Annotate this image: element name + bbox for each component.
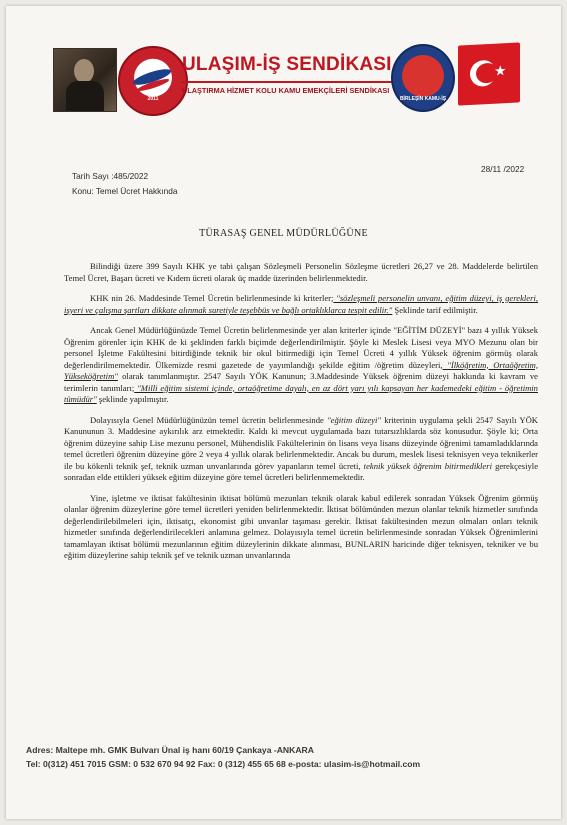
org-subtitle: ULAŞTIRMA HİZMET KOLU KAMU EMEKÇİLERİ SENDİKASI [182, 81, 396, 95]
footer-contact: Tel: 0(312) 451 7015 GSM: 0 532 670 94 92 Fax: 0 (312) 455 65 68 e-posta: ulasim-is@hotmail.com [26, 759, 421, 769]
letterhead [6, 40, 561, 122]
paragraph-1: Bilindiği üzere 399 Sayılı KHK ye tabi çalışan Sözleşmeli Personelin Sözleşme ücretleri 26,27 ve 28. Maddelerde belirtilen Temel Ücret, Başarı ücreti ve Kıdem ücreti olarak üç madde üzerinden belirlenmektedir. [64, 261, 538, 283]
document-page [6, 6, 561, 819]
recipient-heading: TÜRASAŞ GENEL MÜDÜRLÜĞÜNE [199, 228, 368, 239]
paragraph-3: Ancak Genel Müdürlüğünüzde Temel Ücretin belirlenmesinde yer alan kriterler içinde "EĞİTİM DÜZEYİ" bazı 4 yıllık Yüksek Öğrenim görenler için KHK de ki şeklinden farklı biçimde değerlendirilmiştir. Şöyle ki Meslek Lisesi veya MYO Mezunu olan bir personel İşletme Fakültesini bitirdiğinde teknik bir okul bitirmediği için Temel Ücreti 4 yıllık Yüksek öğrenim görmüş olarak değerlendirilmemektedir. Ülkemizde resmi gazetede de yayımlandığı şekilde eğitim /öğretim düzeyleri, "İlköğretim, Ortaöğretim, Yükseköğretim" olarak tanımlanmıştır. 2547 Sayılı YÖK Kanunun; 3.Maddesinde Yüksek öğrenim düzeyi hakkında ki kavram ve terimlerin tanımları; "Milli eğitim sistemi içinde, ortaöğretime dayalı, en az dört yarı yılı kapsayan her kademedeki eğitim - öğretimin tümüdür" şeklinde yapılmıştır. [64, 325, 538, 404]
paragraph-2: KHK nin 26. Maddesinde Temel Ücretin belirlenmesinde ki kriterler; "sözleşmeli personelin unvanı, eğitim düzeyi, iş gerekleri, işyeri ve çalışma şartları dikkate alınmak suretiyle teşebbüs ve bağlı ortaklıklarca tespit edilir." Şeklinde tarif edilmiştir. [64, 293, 538, 315]
quoted-text: "eğitim düzeyi" [323, 414, 381, 425]
quoted-text: "Milli eğitim sistemi içinde, ortaöğretime dayalı, en az dört yarı yılı kapsayan her kademedeki eğitim - öğretimin tümüdür" [64, 382, 538, 404]
letter-body [64, 261, 538, 571]
subject-line: Konu: Temel Ücret Hakkında [72, 186, 178, 196]
confederation-logo [391, 44, 455, 112]
org-name: ULAŞIM-İŞ SENDİKASI [182, 54, 392, 75]
quoted-text: "İlköğretim, Ortaöğretim, Yükseköğretim" [64, 359, 538, 381]
footer-address: Adres: Maltepe mh. GMK Bulvarı Ünal iş hanı 60/19 Çankaya -ANKARA [26, 745, 314, 755]
turkish-flag-icon: ★ [458, 42, 520, 105]
quoted-text: "sözleşmeli personelin unvanı, eğitim düzeyi, iş gerekleri, işyeri ve çalışma şartları dikkate alınmak suretiyle teşebbüs ve bağlı ortaklıklarca tespit edilir." [64, 293, 538, 315]
paragraph-5: Yine, işletme ve iktisat fakültesinin iktisat bölümü mezunları teknik olarak kabul edilerek sonradan Yüksek Öğrenim görmüş olanlar öğrenim düzeylerine göre temel ücretleri yeniden belirlenmektedir. İktisat bölümünden mezun olanlar teknik hizmetler sınıfında değerlendirilebilmeleri için, iktisatçı, ekonomist gibi unvanlar taşıması gerekir. İktisat fakültesinden mezun olmaları onları teknik hizmetler sınıfında değerlendirilecekleri anlamına gelmez. Dolayısıyla temel ücretin belirlenmesinde sonradan Yüksek Öğrenimlerini tamamlayan iktisat bölümü mezunlarının eğitim düzeylerinin dikkate alınması, BUNLARIN haricinde diğer teknisyen, tekniker ve bu eğitim düzeylerine sahip teknik şef ve teknik uzman unvanlarında [64, 492, 538, 560]
union-logo [118, 46, 188, 116]
letter-footer [26, 743, 546, 771]
letter-date: 28/11 /2022 [481, 164, 525, 174]
union-logo-year: 2011 [147, 96, 159, 102]
reference-number: Tarih Sayı :485/2022 [72, 171, 149, 181]
portrait-photo [53, 48, 117, 112]
confederation-logo-text: BİRLEŞİN KAMU-İŞ [399, 96, 447, 102]
paragraph-4: Dolayısıyla Genel Müdürlüğünüzün temel ücretin belirlenmesinde "eğitim düzeyi" kriterinin uygulama şekli 2547 Sayılı YÖK Kanununun 3. Maddesine aykırılık arz etmektedir. Kaldı ki mevcut uygulamada bazı tutarsızlıklarda söz konusudur. Şöyle ki; Orta öğrenim düzeyine sahip Lise mezunu personel, Mühendislik Fakültelerinin ön lisans veya lisans düzeyinde öğrenimi tamamladıklarında temel ücretleri öğrenim düzeyine göre 2 veya 4 yıllık olarak belirlenmektedir. Ancak bu durum, meslek lisesi teknisyen veya teknikerler ile bu kökenli teknik şef, teknik uzman unvanlarında görev yapanların temel ücreti, teknik yüksek öğrenim bitirmedikleri gerekçesiyle sonradan elde ettikleri yüksek eğitim düzeyine göre temel ücretleri belirlenmemektedir. [64, 414, 539, 482]
quoted-text: teknik yüksek öğrenim bitirmedikleri [360, 460, 492, 471]
